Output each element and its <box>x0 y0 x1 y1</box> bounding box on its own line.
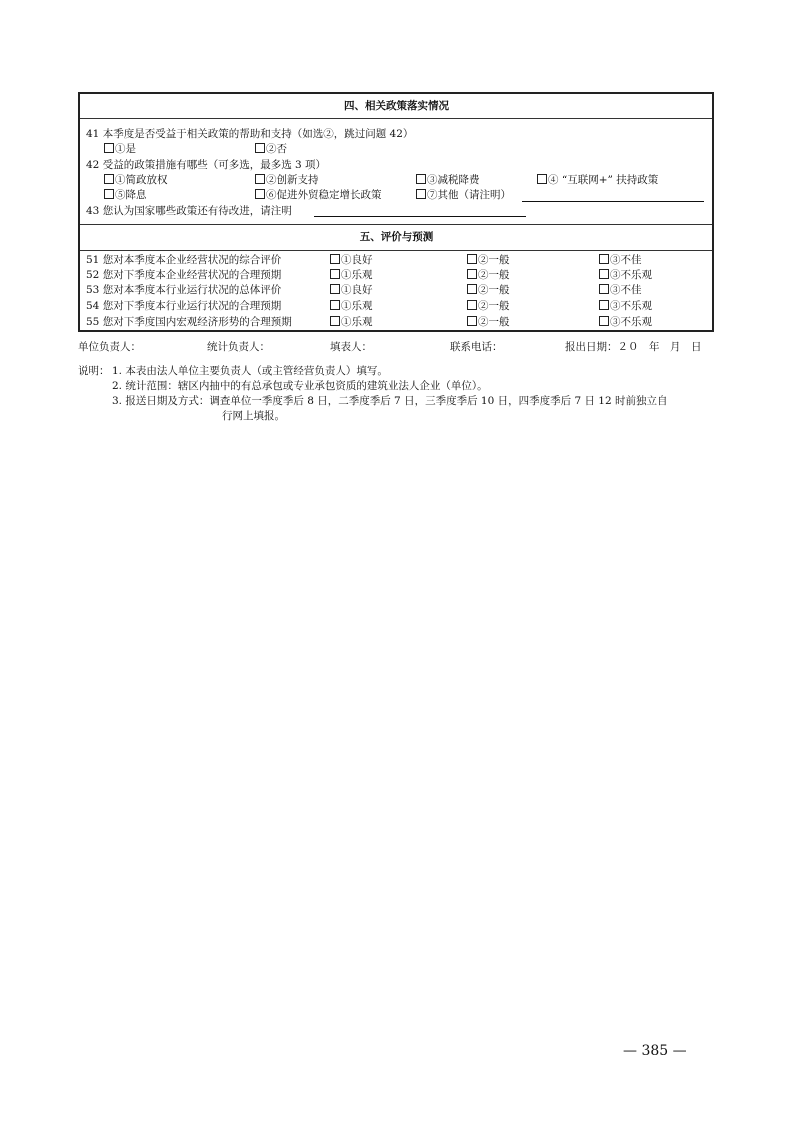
rating-option[interactable]: ②一般 <box>467 283 510 297</box>
q42-option[interactable]: ⑤降息 <box>104 188 147 202</box>
checkbox-icon[interactable] <box>467 269 477 279</box>
q42-option[interactable]: ①简政放权 <box>104 173 168 187</box>
checkbox-icon[interactable] <box>467 316 477 326</box>
checkbox-icon[interactable] <box>599 284 609 294</box>
rating-option[interactable]: ①乐观 <box>330 315 373 329</box>
question-41: 41 本季度是否受益于相关政策的帮助和支持（如选②，跳过问题 42） <box>86 128 414 140</box>
report-date-label: 报出日期：２０ 年 月 日 <box>565 341 702 353</box>
q42-other-input-line[interactable] <box>522 201 704 202</box>
checkbox-icon[interactable] <box>599 269 609 279</box>
notes-label: 说明： <box>78 365 110 377</box>
rating-option[interactable]: ①良好 <box>330 283 373 297</box>
q43-input-line[interactable] <box>314 216 526 217</box>
q42-option[interactable]: ③减税降费 <box>416 173 480 187</box>
question-51: 51 您对本季度本企业经营状况的综合评价 <box>86 254 282 266</box>
q41-option-yes[interactable]: ①是 <box>104 142 136 156</box>
divider-line <box>80 224 712 225</box>
note-item-2: 2. 统计范围：辖区内抽中的有总承包或专业承包资质的建筑业法人企业（单位）。 <box>112 380 488 392</box>
q42-option[interactable]: ②创新支持 <box>255 173 319 187</box>
rating-option[interactable]: ①乐观 <box>330 268 373 282</box>
note-item-3: 3. 报送日期及方式：调查单位一季度季后 8 日，二季度季后 7 日，三季度季后 10 日，四季度季后 7 日 12 时前独立自 <box>112 395 668 407</box>
checkbox-icon[interactable] <box>104 174 114 184</box>
q42-option[interactable]: ④ “互联网+” 扶持政策 <box>537 173 658 187</box>
divider-line <box>80 250 712 251</box>
rating-option[interactable]: ②一般 <box>467 268 510 282</box>
checkbox-icon[interactable] <box>599 300 609 310</box>
question-52: 52 您对下季度本企业经营状况的合理预期 <box>86 269 282 281</box>
phone-label: 联系电话： <box>450 341 503 353</box>
note-item-1: 1. 本表由法人单位主要负责人（或主管经营负责人）填写。 <box>112 365 388 377</box>
checkbox-icon[interactable] <box>599 316 609 326</box>
checkbox-icon[interactable] <box>416 174 426 184</box>
checkbox-icon[interactable] <box>104 189 114 199</box>
checkbox-icon[interactable] <box>330 284 340 294</box>
section-5-title: 五、评价与预测 <box>359 231 434 243</box>
stat-head-label: 统计负责人： <box>207 341 270 353</box>
question-53: 53 您对本季度本行业运行状况的总体评价 <box>86 284 282 296</box>
q42-option[interactable]: ⑥促进外贸稳定增长政策 <box>255 188 382 202</box>
checkbox-icon[interactable] <box>330 300 340 310</box>
q41-option-no[interactable]: ②否 <box>255 142 287 156</box>
question-55: 55 您对下季度国内宏观经济形势的合理预期 <box>86 316 292 328</box>
question-43: 43 您认为国家哪些政策还有待改进，请注明 <box>86 205 292 217</box>
rating-option[interactable]: ②一般 <box>467 315 510 329</box>
question-54: 54 您对下季度本行业运行状况的合理预期 <box>86 300 282 312</box>
checkbox-icon[interactable] <box>330 316 340 326</box>
rating-option[interactable]: ②一般 <box>467 253 510 267</box>
q42-option[interactable]: ⑦其他（请注明） <box>416 188 511 202</box>
checkbox-icon[interactable] <box>104 143 114 153</box>
page-number: — 385 — <box>623 1043 687 1059</box>
checkbox-icon[interactable] <box>330 254 340 264</box>
rating-option[interactable]: ③不佳 <box>599 253 642 267</box>
question-42: 42 受益的政策措施有哪些（可多选，最多选 3 项） <box>86 159 327 171</box>
rating-option[interactable]: ③不乐观 <box>599 268 652 282</box>
checkbox-icon[interactable] <box>599 254 609 264</box>
rating-option[interactable]: ③不佳 <box>599 283 642 297</box>
checkbox-icon[interactable] <box>467 284 477 294</box>
note-item-3-cont: 行网上填报。 <box>222 410 285 422</box>
checkbox-icon[interactable] <box>330 269 340 279</box>
filler-label: 填表人： <box>330 341 372 353</box>
unit-head-label: 单位负责人： <box>78 341 141 353</box>
rating-option[interactable]: ③不乐观 <box>599 315 652 329</box>
checkbox-icon[interactable] <box>467 254 477 264</box>
rating-option[interactable]: ③不乐观 <box>599 299 652 313</box>
rating-option[interactable]: ②一般 <box>467 299 510 313</box>
checkbox-icon[interactable] <box>255 143 265 153</box>
checkbox-icon[interactable] <box>255 174 265 184</box>
checkbox-icon[interactable] <box>416 189 426 199</box>
rating-option[interactable]: ①良好 <box>330 253 373 267</box>
section-4-title: 四、相关政策落实情况 <box>344 100 449 112</box>
checkbox-icon[interactable] <box>537 174 547 184</box>
rating-option[interactable]: ①乐观 <box>330 299 373 313</box>
divider-line <box>80 118 712 119</box>
checkbox-icon[interactable] <box>255 189 265 199</box>
checkbox-icon[interactable] <box>467 300 477 310</box>
